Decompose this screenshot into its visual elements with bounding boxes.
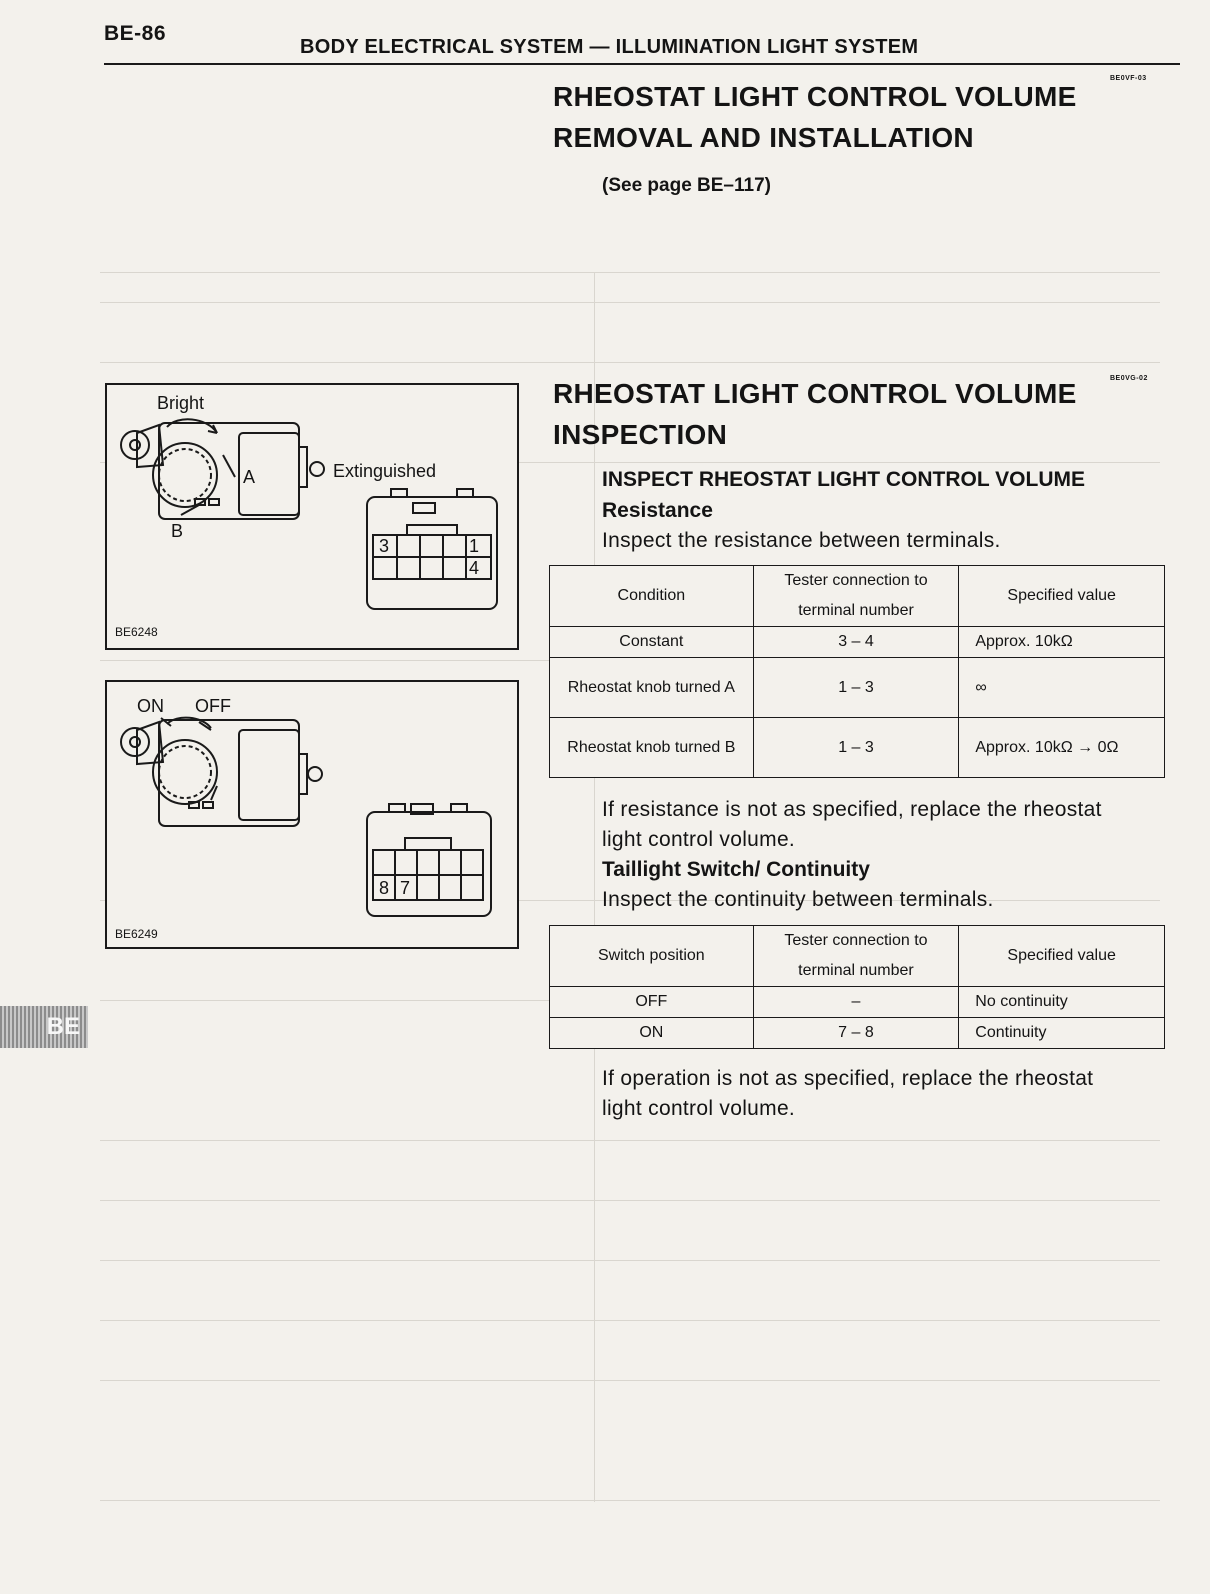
table-cell: ON [550,1018,754,1049]
running-head: BODY ELECTRICAL SYSTEM — ILLUMINATION LIGHT SYSTEM [300,36,919,58]
table-cell: OFF [550,987,754,1018]
table-cell: Constant [550,627,754,658]
table-cell: Approx. 10kΩ [959,627,1165,658]
table-header: Tester connection to terminal number [753,566,959,627]
section-tab-label: BE [46,1013,80,1040]
section-title-line: RHEOSTAT LIGHT CONTROL VOLUME [553,81,1077,112]
table-cell: ∞ [959,658,1165,718]
table-cell: 1 – 3 [753,718,959,778]
figure-taillight-switch [105,680,519,949]
switch-diagram [107,682,517,947]
table-cell: Rheostat knob turned A [550,658,754,718]
header-rule [104,63,1180,65]
continuity-instruction: Inspect the continuity between terminals. [602,888,994,911]
table-header: Condition [550,566,754,627]
terminal-number: 4 [469,558,480,578]
table-row [550,987,1165,1018]
rheostat-diagram [107,385,517,648]
terminal-number: 1 [469,536,480,556]
table-header-row [550,566,1165,627]
note-line: If resistance is not as specified, replace the rheostat [602,798,1102,821]
table-cell: – [753,987,959,1018]
continuity-heading: Taillight Switch/ Continuity [602,858,870,881]
table-row [550,658,1165,718]
terminal-number: 3 [379,536,390,556]
section-title [553,76,1077,158]
terminal-number: 8 [379,878,390,898]
label-extinguished: Extinguished [333,461,437,481]
table-header: Tester connection to terminal number [753,926,959,987]
page-reference: (See page BE–117) [602,175,771,196]
label-off: OFF [195,696,231,716]
resistance-table [549,565,1165,778]
section-code: BE0VF-03 [1110,75,1147,82]
page-number: BE-86 [104,22,167,45]
table-header: Specified value [959,566,1165,627]
section-thumb-tab [0,1006,88,1048]
section-title-line: RHEOSTAT LIGHT CONTROL VOLUME [553,378,1077,409]
table-row [550,627,1165,658]
table-cell: 1 – 3 [753,658,959,718]
table-cell: Rheostat knob turned B [550,718,754,778]
table-cell: 7 – 8 [753,1018,959,1049]
table-header-row [550,926,1165,987]
note-line: light control volume. [602,1097,796,1120]
resistance-instruction: Inspect the resistance between terminals. [602,529,1001,552]
figure-code: BE6248 [115,625,158,639]
label-a: A [243,467,256,487]
figure-rheostat-resistance [105,383,519,650]
continuity-table [549,925,1165,1049]
note-line: If operation is not as specified, replace the rheostat [602,1067,1094,1090]
table-cell: Approx. 10kΩ → 0Ω [959,718,1165,778]
section-title-line: REMOVAL AND INSTALLATION [553,122,974,153]
section-code: BE0VG-02 [1110,375,1148,382]
table-row [550,1018,1165,1049]
label-b: B [171,521,184,541]
section-title-line: INSPECTION [553,419,728,450]
table-header: Switch position [550,926,754,987]
table-cell: 3 – 4 [753,627,959,658]
resistance-heading: Resistance [602,499,713,522]
figure-code: BE6249 [115,927,158,941]
section-title [553,373,1077,455]
table-row [550,718,1165,778]
table-cell: No continuity [959,987,1165,1018]
continuity-note [602,1064,1093,1124]
terminal-number: 7 [400,878,411,898]
label-on: ON [137,696,164,716]
note-line: light control volume. [602,828,796,851]
table-cell: Continuity [959,1018,1165,1049]
table-header: Specified value [959,926,1165,987]
resistance-note [602,795,1102,855]
label-bright: Bright [157,393,205,413]
inspection-subtitle: INSPECT RHEOSTAT LIGHT CONTROL VOLUME [602,468,1085,491]
